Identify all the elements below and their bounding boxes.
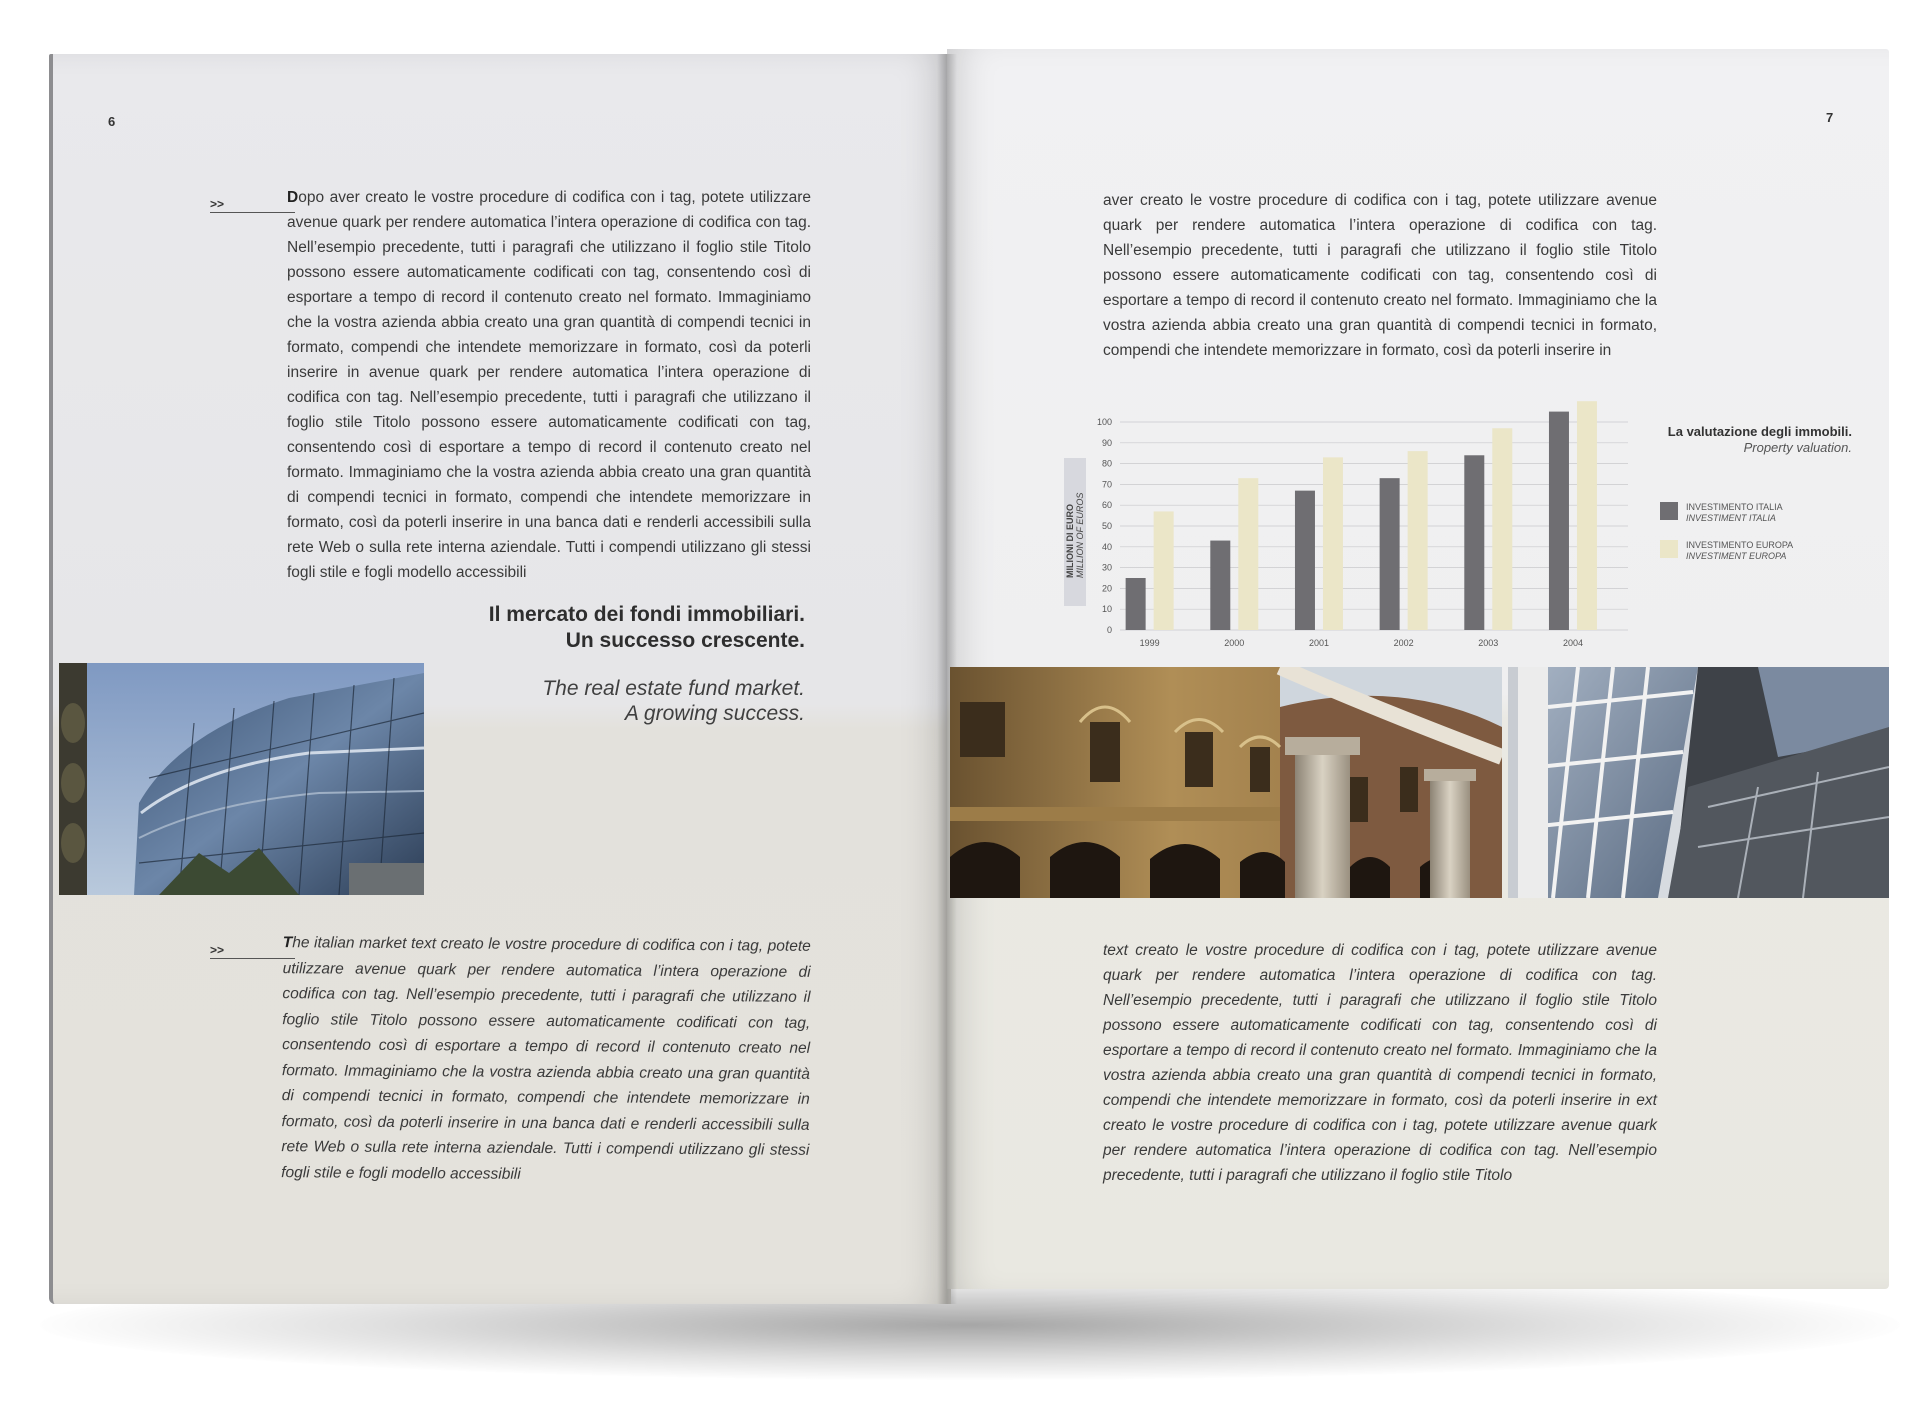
y-tick-label: 50 <box>1101 521 1112 531</box>
legend-label-europa <box>1686 540 1793 562</box>
section-marker-en: >> <box>210 943 225 957</box>
chart-subtitle: Property valuation. <box>1743 440 1852 455</box>
dropcap: D <box>287 189 299 206</box>
english-text: he italian market text creato le vostre procedure di codifica con i tag, potete utilizzare avenue quark per rendere automatica l’intera operazione di codifica con tag. Nell’esempio precedente, tutti i paragrafi che utilizzano il foglio stile Titolo possono essere automaticamente codificati con tag, consentendo così di esportare a tempo di record il contenuto creato nel formato. Immaginiamo che la vostra azienda abbia creato una gran quantità di compendi tecnici in formato, compendi che intendete memorizzare in formato, così da poterli inserire in una banca dati e renderli accessibili sulla rete Web o sulla rete interna aziendale. Tutti i compendi utilizzano gli stessi fogli stile e fogli modello accessibili <box>281 934 811 1183</box>
heading-it-line-1: Il mercato dei fondi immobiliari. <box>488 603 805 626</box>
x-tick-label: 2001 <box>1308 638 1329 648</box>
bar-investimento-italia-1999 <box>1126 578 1146 630</box>
modern-facade-photo <box>1508 667 1889 898</box>
bar-investimento-europa-1999 <box>1154 511 1174 630</box>
property-valuation-chart <box>1058 398 1638 658</box>
page-number-right: 7 <box>1826 110 1834 125</box>
bar-investimento-europa-2003 <box>1492 428 1512 630</box>
y-tick-label: 100 <box>1096 417 1112 427</box>
english-paragraph <box>281 930 811 1189</box>
y-tick-label: 0 <box>1106 625 1112 635</box>
chart-title: La valutazione degli immobili. <box>1667 424 1852 439</box>
bar-investimento-italia-2003 <box>1464 455 1484 630</box>
marker-line <box>210 212 295 213</box>
y-tick-label: 80 <box>1101 458 1112 469</box>
bar-investimento-italia-2002 <box>1380 478 1400 630</box>
y-axis-label-en: MILLION OF EUROS <box>1075 492 1085 578</box>
y-tick-label: 70 <box>1101 479 1112 490</box>
y-tick-label: 30 <box>1101 562 1112 573</box>
x-tick-label: 2004 <box>1562 638 1583 648</box>
legend-name-en-italia: INVESTIMENT ITALIA <box>1686 513 1776 523</box>
right-bottom-paragraph: text creato le vostre procedure di codifica con i tag, potete utilizzare avenue quark per rendere automatica l’intera operazione di codifica con tag. Nell’esempio precedente, tutti i paragrafi che utilizzano il foglio stile Titolo possono essere automaticamente codificati con tag, consentendo così di esportare a tempo di record il contenuto creato nel formato. Immaginiamo che la vostra azienda abbia creato una gran quantità di compendi tecnici in formato, compendi che intendete memorizzare in formato, così da poterli inserire in ext creato le vostre procedure di codifica con i tag, potete utilizzare avenue quark per rendere automatica l’intera operazione di codifica con tag. Nell’esempio precedente, tutti i paragrafi che utilizzano il foglio stile Titolo <box>1103 942 1657 1184</box>
heading-it-line-2: Un successo crescente. <box>565 629 805 652</box>
dropcap-en: T <box>282 934 293 952</box>
historic-palazzo-photo <box>950 667 1502 898</box>
legend-item-italia <box>1660 502 1783 524</box>
heading-en-line-2: A growing success. <box>624 702 805 725</box>
legend-item-europa <box>1660 540 1793 562</box>
y-tick-label: 60 <box>1101 500 1112 511</box>
bar-investimento-europa-2004 <box>1577 401 1597 630</box>
right-top-paragraph: aver creato le vostre procedure di codifica con i tag, potete utilizzare avenue quark per rendere automatica l’intera operazione di codifica con tag. Nell’esempio precedente, tutti i paragrafi che utilizzano il foglio stile Titolo possono essere automaticamente codificati con tag, consentendo così di esportare a tempo di record il contenuto creato nel formato. Immaginiamo che la vostra azienda abbia creato una gran quantità di compendi tecnici in formato, compendi che intendete memorizzare in formato, così da poterli inserire in <box>1103 192 1657 359</box>
heading-italian <box>400 602 805 654</box>
y-axis-label: MILIONI DI EURO <box>1065 504 1075 578</box>
x-tick-label: 2000 <box>1224 638 1245 648</box>
y-tick-label: 20 <box>1101 583 1112 594</box>
legend-name-italia: INVESTIMENTO ITALIA <box>1686 502 1783 512</box>
y-tick-label: 90 <box>1101 437 1112 448</box>
bar-investimento-europa-2000 <box>1238 478 1258 630</box>
heading-en-line-1: The real estate fund market. <box>542 677 805 700</box>
heading-english <box>400 676 805 726</box>
legend-swatch-italia <box>1660 502 1678 520</box>
legend-label-italia <box>1686 502 1783 524</box>
section-marker: >> <box>210 197 225 211</box>
bar-investimento-italia-2001 <box>1295 491 1315 630</box>
legend-swatch-europa <box>1660 540 1678 558</box>
legend-name-europa: INVESTIMENTO EUROPA <box>1686 540 1794 550</box>
x-tick-label: 1999 <box>1139 638 1160 648</box>
x-tick-label: 2002 <box>1393 638 1414 648</box>
y-tick-label: 10 <box>1101 604 1112 615</box>
bar-investimento-italia-2000 <box>1210 541 1230 630</box>
y-tick-label: 40 <box>1101 541 1112 552</box>
bar-investimento-italia-2004 <box>1549 412 1569 630</box>
bar-investimento-europa-2002 <box>1408 451 1428 630</box>
bar-investimento-europa-2001 <box>1323 457 1343 630</box>
intro-paragraph <box>287 185 811 585</box>
glass-building-photo <box>59 663 424 895</box>
x-tick-label: 2003 <box>1478 638 1499 648</box>
page-number-left: 6 <box>108 114 116 129</box>
legend-name-en-europa: INVESTIMENT EUROPA <box>1686 551 1787 561</box>
intro-text: opo aver creato le vostre procedure di codifica con i tag, potete utilizzare avenue quark per rendere automatica l’intera operazione di codifica con tag. Nell’esempio precedente, tutti i paragrafi che utilizzano il foglio stile Titolo possono essere automaticamente codificati con tag, consentendo così di esportare a tempo di record il contenuto creato nel formato. Immaginiamo che la vostra azienda abbia creato una gran quantità di compendi tecnici in formato, compendi che intendete memorizzare in formato, così da poterli inserire in avenue quark per rendere automatica l’intera operazione di codifica con tag. Nell’esempio precedente, tutti i paragrafi che utilizzano il foglio stile Titolo possono essere automaticamente codificati con tag, consentendo così di esportare a tempo di record il contenuto creato nel formato. Immaginiamo che la vostra azienda abbia creato una gran quantità di compendi tecnici in formato, compendi che intendete memorizzare in formato, così da poterli inserire in una banca dati e renderli accessibili sulla rete Web o sulla rete interna aziendale. Tutti i compendi utilizzano gli stessi fogli stile e fogli modello accessibili <box>287 189 811 581</box>
